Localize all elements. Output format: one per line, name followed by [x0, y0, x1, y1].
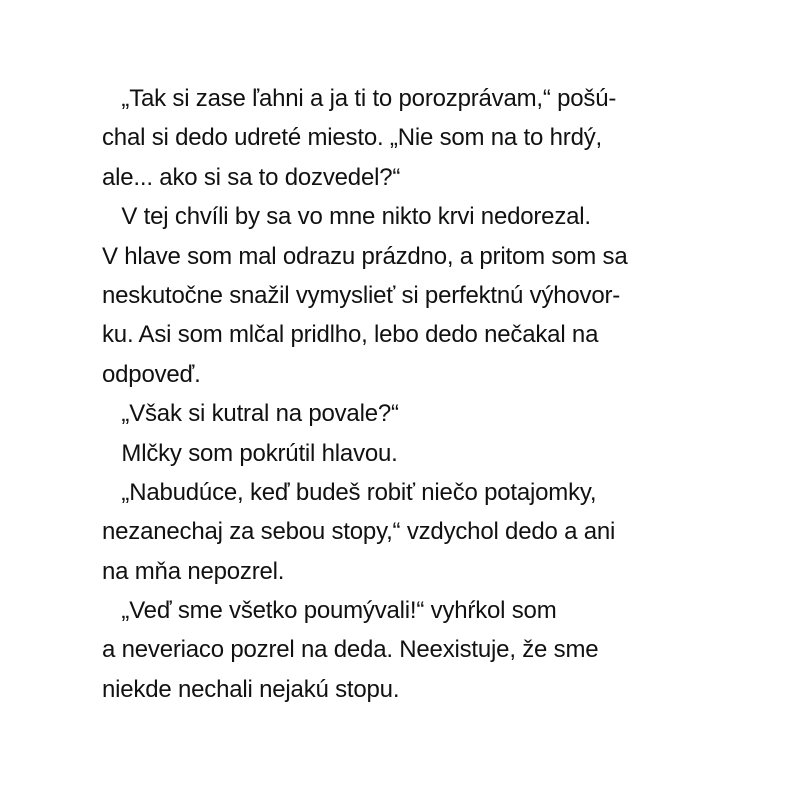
- text-line-7: ku. Asi som mlčal pridlho, lebo dedo nečakal na: [102, 321, 599, 349]
- text-line-4: V tej chvíli by sa vo mne nikto krvi nedorezal.: [102, 203, 591, 231]
- text-line-8: odpoveď.: [102, 360, 201, 388]
- page-text: [102, 79, 702, 709]
- text-line-6: neskutočne snažil vymyslieť si perfektnú výhovor-: [102, 281, 621, 309]
- text-line-14: „Veď sme všetko poumývali!“ vyhŕkol som: [102, 597, 557, 625]
- text-line-16: niekde nechali nejakú stopu.: [102, 675, 400, 703]
- text-line-9: „Však si kutral na povale?“: [102, 400, 399, 428]
- text-line-1: „Tak si zase ľahni a ja ti to porozprávam,“ pošú-: [102, 85, 617, 112]
- text-line-5: V hlave som mal odrazu prázdno, a pritom som sa: [102, 242, 628, 270]
- text-line-15: a neveriaco pozrel na deda. Neexistuje, že sme: [102, 636, 599, 664]
- text-line-10: Mlčky som pokrútil hlavou.: [102, 439, 398, 467]
- text-line-11: „Nabudúce, keď budeš robiť niečo potajomky,: [102, 478, 597, 506]
- text-line-13: na mňa nepozrel.: [102, 557, 285, 585]
- text-line-2: chal si dedo udreté miesto. „Nie som na to hrdý,: [102, 124, 602, 152]
- text-line-12: nezanechaj za sebou stopy,“ vzdychol dedo a ani: [102, 518, 616, 546]
- text-line-3: ale... ako si sa to dozvedel?“: [102, 163, 401, 191]
